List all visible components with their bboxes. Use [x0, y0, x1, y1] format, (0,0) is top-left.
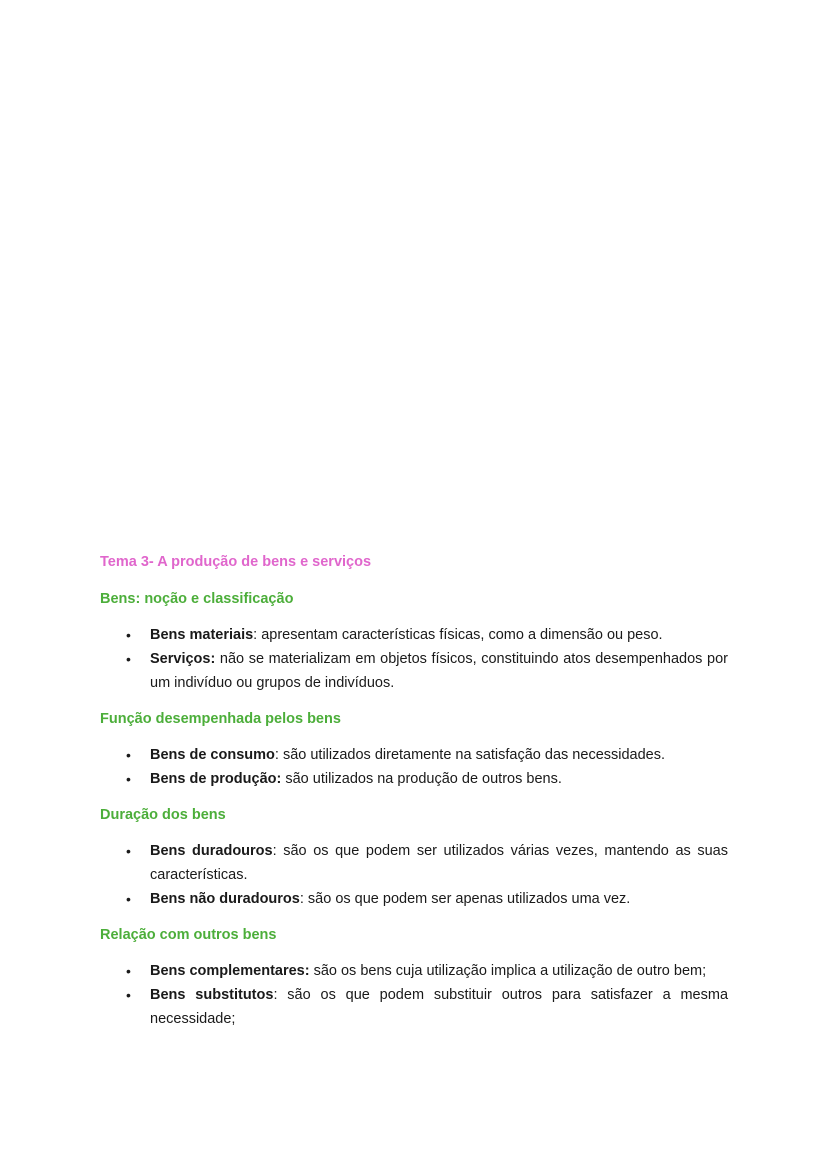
section-heading: Duração dos bens [100, 807, 226, 823]
item-term: Serviços: [150, 651, 216, 667]
bullet-icon: • [126, 987, 131, 1003]
section-bens-nocao [100, 589, 728, 695]
section-heading: Bens: noção e classificação [100, 591, 294, 607]
section-funcao [100, 709, 728, 791]
bullet-icon: • [126, 891, 131, 907]
item-text: não se materializam em objetos físicos, constituindo atos desempenhados por um indivíduo ou grupos de indivíduos. [150, 651, 728, 691]
document-title: Tema 3- A produção de bens e serviços [100, 554, 372, 570]
item-term: Bens complementares: [150, 963, 310, 979]
item-text: : são utilizados diretamente na satisfação das necessidades. [274, 747, 666, 763]
list-item [100, 647, 728, 695]
item-text: são utilizados na produção de outros bens. [281, 771, 562, 787]
list-item [100, 623, 728, 647]
item-text: : são os que podem ser utilizados várias vezes, mantendo as suas características. [150, 843, 728, 883]
item-term: Bens não duradouros [150, 891, 300, 907]
item-term: Bens materiais [150, 627, 254, 643]
item-text: : são os que podem ser apenas utilizados uma vez. [299, 891, 631, 907]
section-duracao [100, 805, 728, 911]
list-item [100, 767, 728, 791]
item-term: Bens de consumo [150, 747, 275, 763]
bullet-icon: • [126, 843, 131, 859]
list-item [100, 887, 728, 911]
list-item [100, 839, 728, 887]
bullet-icon: • [126, 963, 131, 979]
section-heading: Relação com outros bens [100, 927, 277, 943]
item-text: são os bens cuja utilização implica a utilização de outro bem; [309, 963, 707, 979]
item-term: Bens duradouros [150, 843, 273, 859]
bullet-list [100, 623, 728, 695]
item-text: : apresentam características físicas, como a dimensão ou peso. [253, 627, 663, 643]
bullet-icon: • [126, 747, 131, 763]
bullet-list [100, 743, 728, 791]
list-item [100, 959, 728, 983]
bullet-icon: • [126, 771, 131, 787]
bullet-list [100, 959, 728, 1031]
item-text: : são os que podem substituir outros para satisfazer a mesma necessidade; [150, 987, 729, 1027]
section-heading: Função desempenhada pelos bens [100, 711, 341, 727]
section-relacao [100, 925, 728, 1031]
document-body [100, 552, 728, 1045]
item-term: Bens de produção: [150, 771, 282, 787]
bullet-list [100, 839, 728, 911]
bullet-icon: • [126, 627, 131, 643]
bullet-icon: • [126, 651, 131, 667]
list-item [100, 743, 728, 767]
item-term: Bens substitutos [150, 987, 274, 1003]
list-item [100, 983, 728, 1031]
